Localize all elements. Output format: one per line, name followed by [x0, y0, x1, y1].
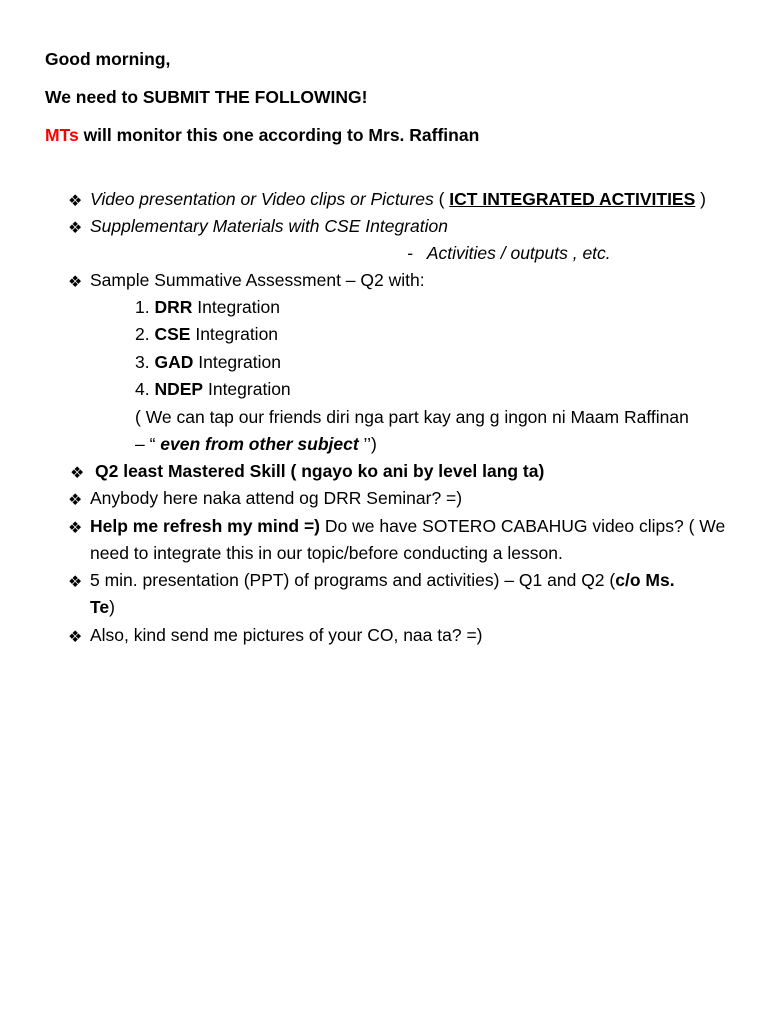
- item-refresh-cont: need to integrate this in our topic/before conducting a lesson.: [90, 543, 563, 563]
- item-drr-seminar: Anybody here naka attend og DRR Seminar? =): [90, 488, 463, 508]
- numbered-item: 3. GAD Integration: [135, 352, 281, 372]
- item-least-mastered: Q2 least Mastered Skill ( ngayo ko ani by level lang ta): [95, 461, 545, 481]
- item-video: Video presentation or Video clips or Pictures ( ICT INTEGRATED ACTIVITIES ): [90, 189, 706, 209]
- numbered-item: 1. DRR Integration: [135, 297, 280, 317]
- item-presentation: 5 min. presentation (PPT) of programs and activities) – Q1 and Q2 (c/o Ms.: [90, 570, 675, 590]
- bullet-icon: ❖: [68, 629, 83, 646]
- submit-heading: We need to SUBMIT THE FOLLOWING!: [45, 87, 368, 107]
- bullet-icon: ❖: [68, 492, 83, 509]
- ict-activities-label: ICT INTEGRATED ACTIVITIES: [449, 189, 696, 209]
- numbered-item: 4. NDEP Integration: [135, 379, 291, 399]
- bullet-icon: ❖: [70, 465, 85, 482]
- item-pictures: Also, kind send me pictures of your CO, naa ta? =): [90, 625, 483, 645]
- item-summative: Sample Summative Assessment – Q2 with:: [90, 270, 425, 290]
- monitor-line: [45, 125, 479, 146]
- bullet-icon: ❖: [68, 220, 83, 237]
- summative-note-cont: – “ even from other subject ’’): [135, 434, 377, 454]
- bullet-icon: ❖: [68, 520, 83, 537]
- numbered-item: 2. CSE Integration: [135, 324, 279, 344]
- summative-note: ( We can tap our friends diri nga part kay ang g ingon ni Maam Raffinan: [135, 407, 689, 427]
- item-presentation-cont: Te): [90, 597, 115, 617]
- mts-label: MTs: [45, 125, 79, 145]
- bullet-icon: ❖: [68, 574, 83, 591]
- greeting: Good morning,: [45, 49, 171, 69]
- bullet-icon: ❖: [68, 193, 83, 210]
- item-supplementary: Supplementary Materials with CSE Integration: [90, 216, 448, 236]
- supplementary-sub-item: - Activities / outputs , etc.: [407, 243, 611, 263]
- bullet-icon: ❖: [68, 274, 83, 291]
- item-refresh: Help me refresh my mind =) Do we have SOTERO CABAHUG video clips? ( We: [90, 516, 726, 536]
- monitor-text: will monitor this one according to Mrs. Raffinan: [78, 125, 480, 145]
